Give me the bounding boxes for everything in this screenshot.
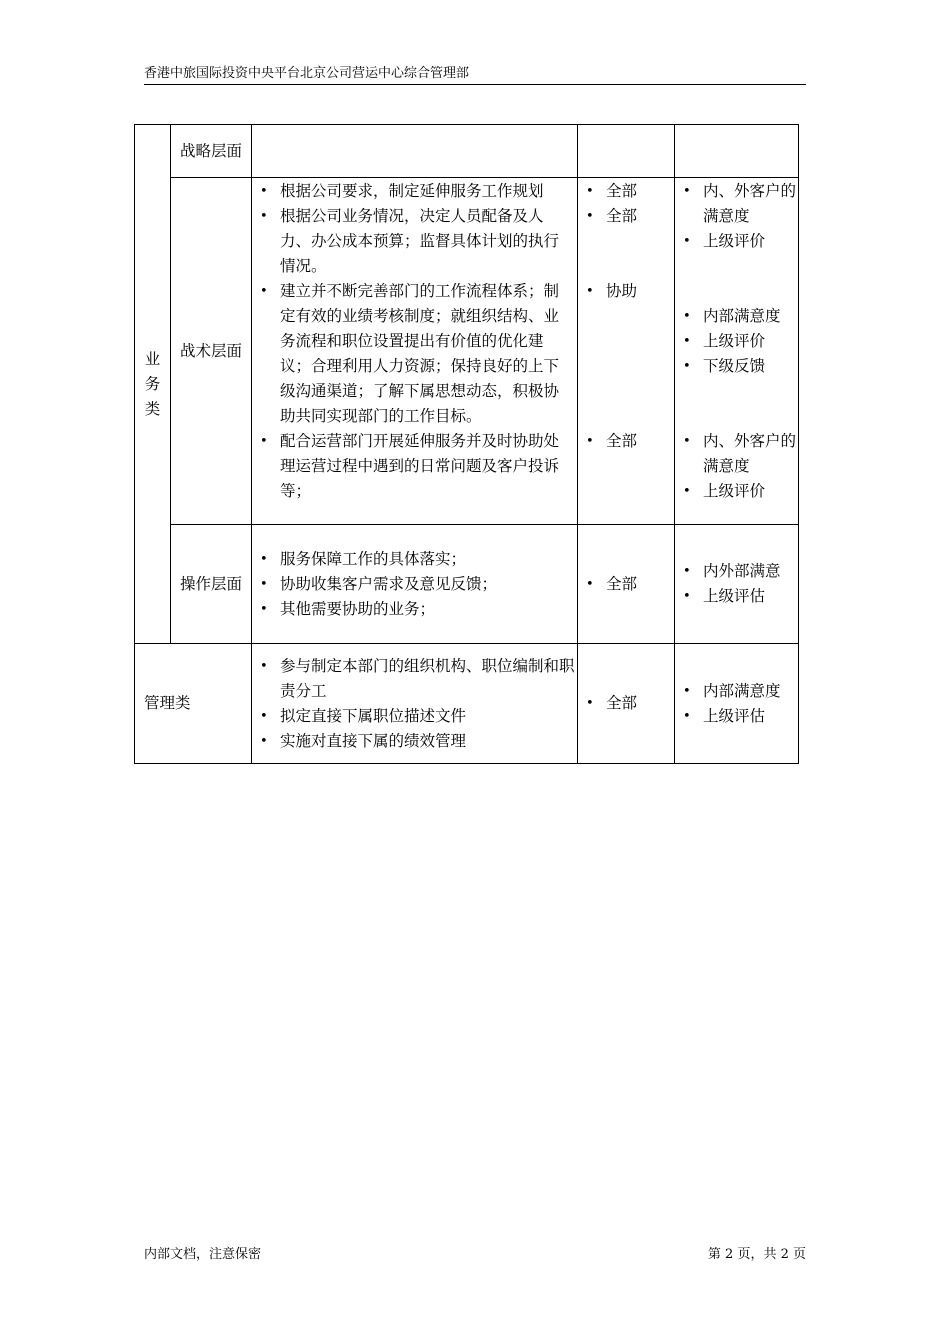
evaluation-item: • 下级反馈 [675,354,798,379]
level-operational: 操作层面 [171,525,252,644]
duty-item: • 其他需要协助的业务； [252,597,577,622]
authority-item: • 全部 [578,429,674,454]
strategic-duties [252,125,578,178]
evaluation-item: • 内部满意度 [675,679,798,704]
tactical-evaluation [675,178,799,525]
level-tactical: 战术层面 [171,178,252,525]
management-authority [578,644,675,764]
tactical-authority [578,178,675,525]
authority-item: • 全部 [578,691,674,716]
duty-item: • 根据公司业务情况，决定人员配备及人力、办公成本预算；监督具体计划的执行情况。 [252,204,573,279]
evaluation-item: • 内、外客户的满意度 [675,429,798,479]
authority-item: • 全部 [578,572,674,597]
strategic-authority [578,125,675,178]
duty-item: • 协助收集客户需求及意见反馈； [252,572,577,597]
management-evaluation [675,644,799,764]
category-management: 管理类 [135,644,252,764]
operational-duties [252,525,578,644]
responsibility-table [134,124,799,764]
evaluation-item: • 上级评估 [675,584,798,609]
evaluation-item: • 上级评价 [675,229,798,254]
duty-item: • 配合运营部门开展延伸服务并及时协助处理运营过程中遇到的日常问题及客户投诉等； [252,429,573,504]
duty-item: • 实施对直接下属的绩效管理 [252,729,577,754]
operational-evaluation [675,525,799,644]
tactical-duties [252,178,578,525]
evaluation-item: • 内外部满意 [675,559,798,584]
category-business-label: 业务类 [144,349,161,418]
authority-item: • 协助 [578,279,674,304]
duty-item: • 根据公司要求，制定延伸服务工作规划 [252,179,573,204]
evaluation-item: • 内部满意度 [675,304,798,329]
footer-confidential: 内部文档，注意保密 [144,1247,262,1262]
level-strategic: 战略层面 [171,125,252,178]
evaluation-item: • 内、外客户的满意度 [675,179,798,229]
evaluation-item: • 上级评估 [675,704,798,729]
category-business [135,125,171,644]
page-header: 香港中旅国际投资中央平台北京公司营运中心综合管理部 [144,64,806,85]
authority-item: • 全部 [578,179,674,204]
duty-item: • 参与制定本部门的组织机构、职位编制和职责分工 [252,654,577,704]
evaluation-item: • 上级评价 [675,479,798,504]
duty-item: • 拟定直接下属职位描述文件 [252,704,577,729]
strategic-evaluation [675,125,799,178]
footer-page-number: 第 2 页，共 2 页 [707,1247,806,1262]
operational-authority [578,525,675,644]
management-duties [252,644,578,764]
duty-item: • 建立并不断完善部门的工作流程体系；制定有效的业绩考核制度；就组织结构、业务流程和职位设置提出有价值的优化建议；合理利用人力资源；保持良好的上下级沟通渠道；了解下属思想动态，积极协助共同实现部门的工作目标。 [252,279,573,429]
authority-item: • 全部 [578,204,674,229]
duty-item: • 服务保障工作的具体落实； [252,547,577,572]
evaluation-item: • 上级评价 [675,329,798,354]
